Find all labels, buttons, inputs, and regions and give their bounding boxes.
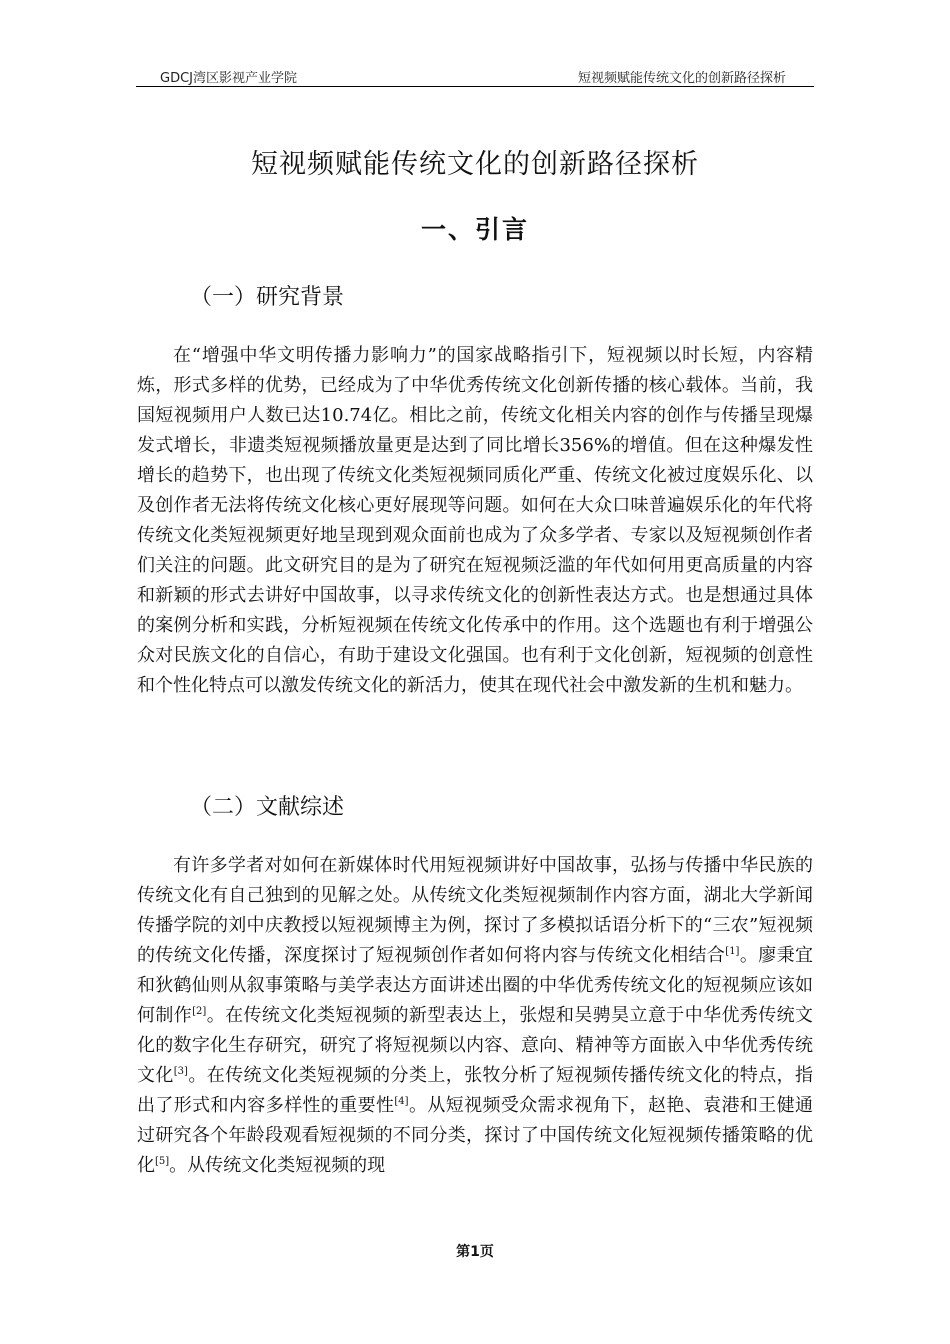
section-heading-introduction: 一、引言 — [420, 215, 529, 244]
citation-ref-1[interactable]: [1] — [725, 946, 740, 957]
citation-ref-3[interactable]: [3] — [173, 1066, 188, 1077]
citation-ref-2[interactable]: [2] — [192, 1006, 207, 1017]
literature-text-2: 。廖秉宜和狄鹤仙则从叙事策略与美学表达方面讲述出圈的中华优秀传统文化的短视频应该如何制作 — [137, 945, 814, 1026]
literature-text-5: 。从短视频受众需求视角下，赵艳、袁港和王健通过研究各个年龄段观看短视频的不同分类，探讨了中国传统文化短视频传播策略的优化 — [137, 1095, 814, 1176]
citation-ref-4[interactable]: [4] — [394, 1096, 409, 1107]
subsection-heading-literature: （二）文献综述 — [190, 795, 345, 820]
paper-title: 短视频赋能传统文化的创新路径探析 — [251, 149, 699, 180]
header-left-text: GDCJ湾区影视产业学院 — [160, 71, 297, 86]
subsection-heading-background: （一）研究背景 — [190, 285, 345, 310]
page-number: 第1页 — [456, 1244, 494, 1260]
header-right-text: 短视频赋能传统文化的创新路径探析 — [577, 71, 786, 86]
paragraph-literature — [137, 851, 813, 1181]
literature-text-4: 。在传统文化类短视频的分类上，张牧分析了短视频传播传统文化的特点，指出了形式和内容多样性的重要性 — [137, 1065, 814, 1116]
paragraph-background: 在“增强中华文明传播力影响力”的国家战略指引下，短视频以时长短，内容精炼，形式多样的优势，已经成为了中华优秀传统文化创新传播的核心载体。当前，我国短视频用户人数已达10.74亿。相比之前，传统文化相关内容的创作与传播呈现爆发式增长，非遗类短视频播放量更是达到了同比增长356%的增值。但在这种爆发性增长的趋势下，也出现了传统文化类短视频同质化严重、传统文化被过度娱乐化、以及创作者无法将传统文化核心更好展现等问题。如何在大众口味普遍娱乐化的年代将传统文化类短视频更好地呈现到观众面前也成为了众多学者、专家以及短视频创作者们关注的问题。此文研究目的是为了研究在短视频泛滥的年代如何用更高质量的内容和新颖的形式去讲好中国故事，以寻求传统文化的创新性表达方式。也是想通过具体的案例分析和实践，分析短视频在传统文化传承中的作用。这个选题也有利于增强公众对民族文化的自信心，有助于建设文化强国。也有利于文化创新，短视频的创意性和个性化特点可以激发传统文化的新活力，使其在现代社会中激发新的生机和魅力。 — [137, 345, 813, 696]
citation-ref-5[interactable]: [5] — [155, 1156, 170, 1167]
literature-text-6: 。从传统文化类短视频的现 — [169, 1155, 386, 1176]
running-header — [136, 64, 814, 87]
literature-text-3: 。在传统文化类短视频的新型表达上，张煜和吴骋昊立意于中华优秀传统文化的数字化生存研究，研究了将短视频以内容、意向、精神等方面嵌入中华优秀传统文化 — [137, 1005, 814, 1086]
literature-text-1: 有许多学者对如何在新媒体时代用短视频讲好中国故事，弘扬与传播中华民族的传统文化有自己独到的见解之处。从传统文化类短视频制作内容方面，湖北大学新闻传播学院的刘中庆教授以短视频博主为例，探讨了多模拟话语分析下的“三农”短视频的传统文化传播，深度探讨了短视频创作者如何将内容与传统文化相结合 — [137, 855, 813, 966]
